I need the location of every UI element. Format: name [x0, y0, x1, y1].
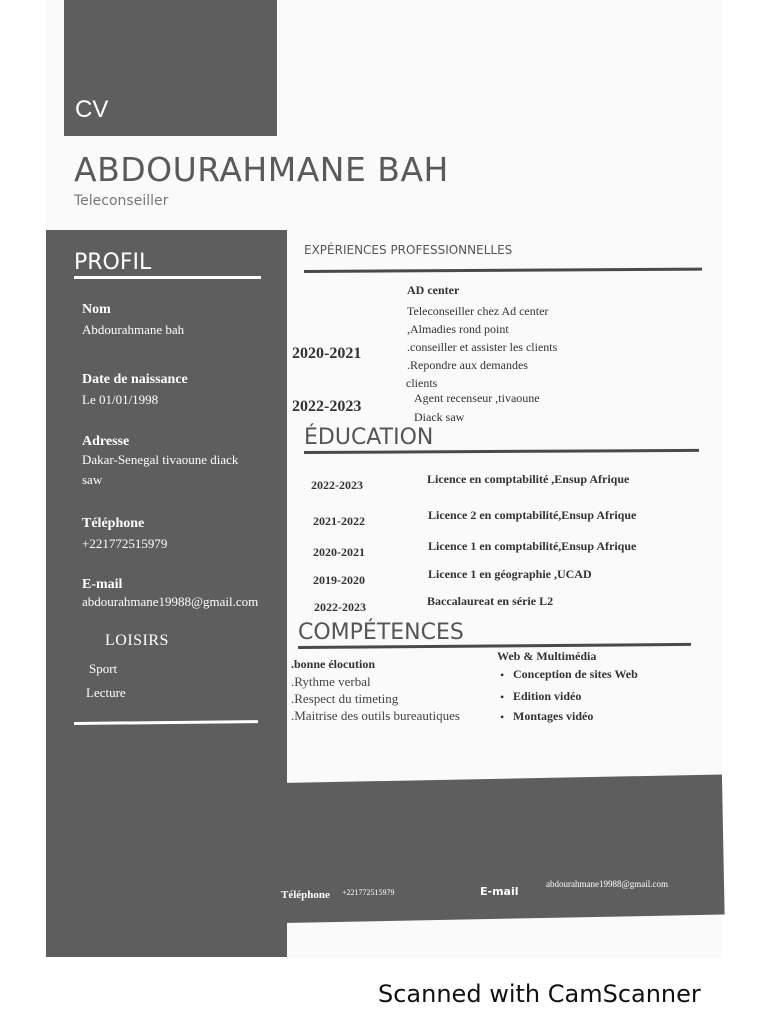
- skill-web-item: Edition vidéo: [513, 689, 582, 703]
- hobby-item: Sport: [89, 661, 118, 676]
- education-title: Licence 2 en comptabilité,Ensup Afrique: [428, 508, 637, 522]
- hobby-item: Lecture: [86, 685, 126, 700]
- profile-value-phone: +221772515979: [82, 536, 168, 551]
- bullet-icon: •: [500, 710, 505, 724]
- bullet-icon: •: [500, 668, 505, 682]
- profile-value-email: abdourahmane19988@gmail.com: [82, 594, 259, 609]
- profile-value-address-line2: saw: [82, 472, 103, 487]
- profile-value-address-line1: Dakar-Senegal tivaoune diack: [82, 452, 239, 467]
- education-year: 2019-2020: [313, 573, 365, 587]
- education-title: Licence en comptabilité ,Ensup Afrique: [427, 472, 630, 486]
- education-year: 2022-2023: [314, 600, 366, 614]
- experience-line: ,Almadies rond point: [407, 322, 509, 336]
- experience-year: 2020-2021: [292, 345, 362, 362]
- education-title: Baccalaureat en série L2: [427, 594, 554, 608]
- skill-item: .Rythme verbal: [291, 674, 371, 689]
- profile-label-address: Adresse: [82, 434, 130, 449]
- skills-web-heading: Web & Multimédia: [497, 649, 597, 663]
- education-heading: ÉDUCATION: [304, 425, 434, 450]
- hobbies-heading: LOISIRS: [105, 632, 169, 649]
- footer-phone-value: +221772515979: [342, 888, 395, 897]
- skill-item: .Respect du timeting: [291, 691, 399, 706]
- experience-line: .Repondre aux demandes: [407, 358, 528, 372]
- experience-line: clients: [406, 376, 438, 390]
- education-title: Licence 1 en comptabilité,Ensup Afrique: [428, 539, 637, 553]
- footer-email-label: E-mail: [480, 885, 519, 898]
- footer-email-value: abdourahmane19988@gmail.com: [546, 879, 669, 889]
- skills-heading: COMPÉTENCES: [298, 620, 464, 645]
- experience-heading: EXPÉRIENCES PROFESSIONNELLES: [304, 243, 513, 257]
- experience-company: AD center: [407, 283, 460, 297]
- profile-label-birthdate: Date de naissance: [82, 372, 188, 387]
- education-year: 2021-2022: [313, 514, 365, 528]
- experience-line: Agent recenseur ,tivaoune: [414, 391, 540, 405]
- cv-label: CV: [75, 96, 109, 123]
- camscanner-watermark: Scanned with CamScanner: [378, 980, 701, 1008]
- profile-divider: [74, 276, 261, 279]
- footer-phone-label: Téléphone: [281, 889, 330, 901]
- profile-value-birthdate: Le 01/01/1998: [82, 392, 159, 407]
- experience-year: 2022-2023: [292, 398, 362, 415]
- bullet-icon: •: [500, 690, 505, 704]
- profile-label-email: E-mail: [82, 577, 123, 592]
- experience-line: .conseiller et assister les clients: [407, 340, 558, 354]
- education-year: 2022-2023: [311, 478, 363, 492]
- skill-web-item: Montages vidéo: [513, 709, 594, 723]
- skill-item: .bonne élocution: [291, 657, 376, 671]
- candidate-name: ABDOURAHMANE BAH: [74, 150, 449, 189]
- education-year: 2020-2021: [313, 545, 365, 559]
- job-title: Teleconseiller: [74, 193, 169, 209]
- skill-web-item: Conception de sites Web: [513, 667, 638, 681]
- profile-value-name: Abdourahmane bah: [82, 322, 185, 337]
- experience-line: Teleconseiller chez Ad center: [407, 304, 549, 318]
- contact-footer: [281, 775, 725, 923]
- experience-line: Diack saw: [414, 410, 465, 424]
- education-title: Licence 1 en géographie ,UCAD: [428, 567, 592, 581]
- skill-item: .Maitrise des outils bureautiques: [291, 708, 460, 723]
- profile-heading: PROFIL: [74, 250, 152, 275]
- profile-label-phone: Téléphone: [82, 516, 145, 531]
- profile-label-name: Nom: [82, 302, 111, 317]
